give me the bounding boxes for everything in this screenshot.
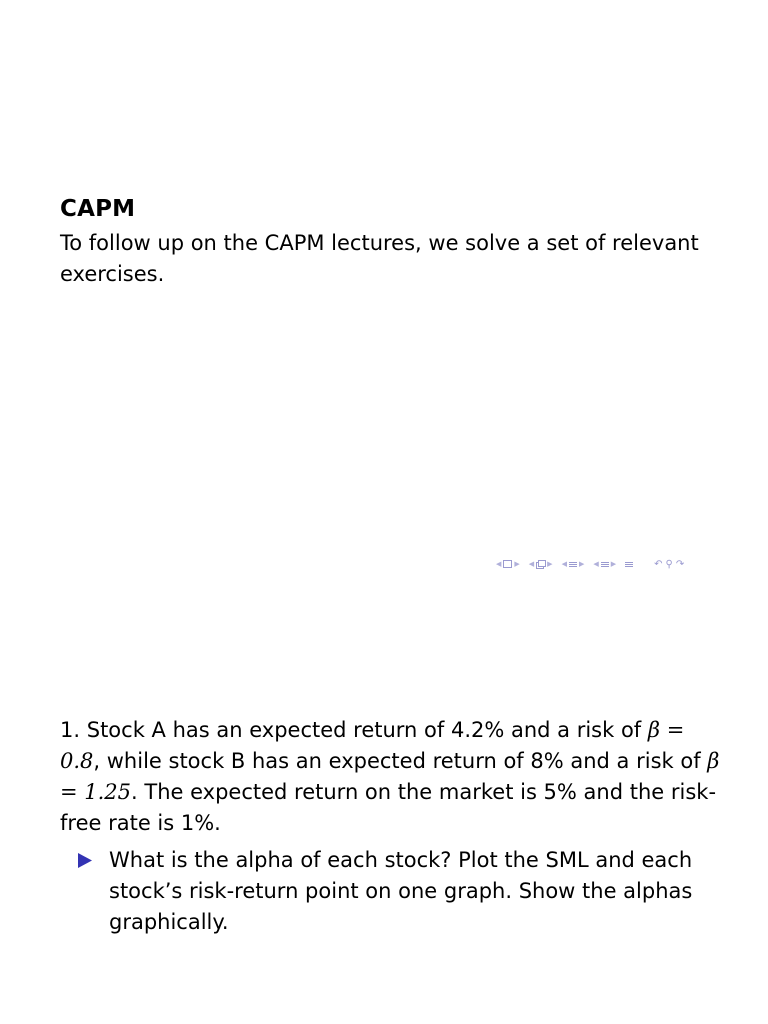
frame-prev-next-icon[interactable]: ◀ ▶ (528, 560, 553, 568)
problem-text-part2: , while stock B has an expected return of 8% and a risk of (93, 749, 708, 773)
section-prev-next-icon[interactable]: ◀ ▶ (593, 560, 617, 568)
problem-statement (60, 715, 730, 839)
subsection-prev-next-icon[interactable]: ◀ ▶ (561, 560, 585, 568)
slide-prev-next-icon[interactable]: ◀ ▶ (496, 560, 520, 568)
triangle-bullet-icon (78, 845, 109, 938)
problem-text-part1: Stock A has an expected return of 4.2% and a risk of (86, 718, 642, 742)
bullet-question: What is the alpha of each stock? Plot the SML and each stock’s risk-return point on one graph. Show the alphas graphically. (109, 848, 693, 934)
bullet-item (78, 845, 718, 938)
search-back-forward-icon[interactable]: ↶ ⚲ ↷ (654, 558, 685, 570)
beta-b-math: β = 1.25 (60, 749, 720, 804)
beta-a-math: β = 0.8 (60, 718, 685, 773)
slide-exercise-1 (0, 512, 768, 1024)
problem-text-part3: . The expected return on the market is 5% and the risk-free rate is 1%. (60, 780, 717, 835)
frame-title: CAPM (60, 196, 136, 222)
problem-number: 1. (60, 718, 81, 742)
intro-paragraph: To follow up on the CAPM lectures, we solve a set of relevant exercises. (60, 231, 699, 286)
